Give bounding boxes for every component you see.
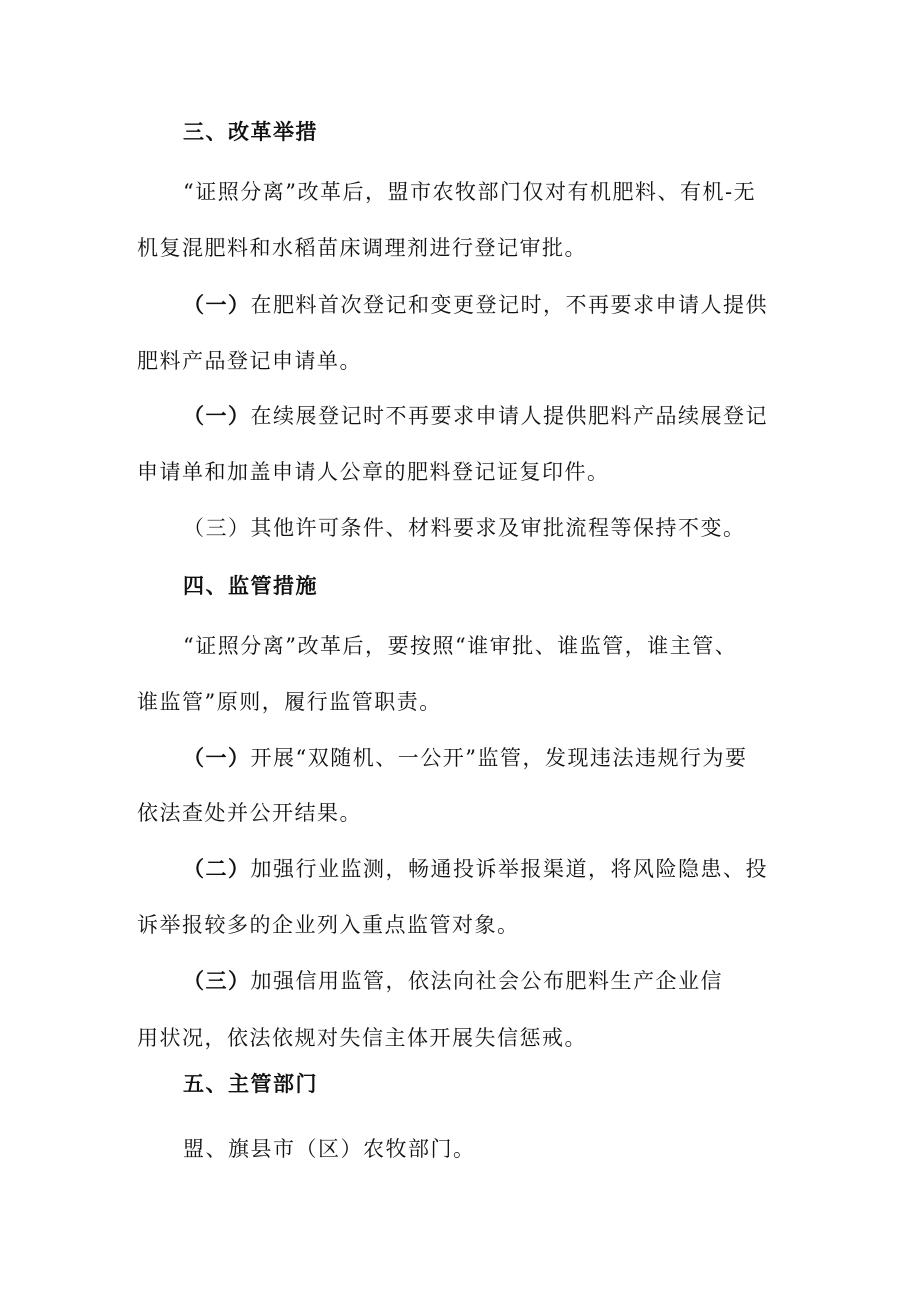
section-4-item-1-line-1: [183, 744, 747, 772]
item-marker: （一）: [183, 745, 251, 770]
item-marker: （二）: [183, 856, 251, 881]
item-marker: （一）: [183, 292, 251, 317]
item-marker: （一）: [183, 403, 251, 428]
section-3-heading: 三、改革举措: [183, 120, 318, 144]
section-3-item-1-line-2: 肥料产品登记申请单。: [137, 349, 362, 373]
section-3-item-2-line-2: 申请单和加盖申请人公章的肥料登记证复印件。: [137, 460, 610, 484]
section-4-item-3-line-2: 用状况，依法依规对失信主体开展失信惩戒。: [137, 1026, 587, 1050]
item-text: 加强信用监管，依法向社会公布肥料生产企业信: [250, 969, 723, 993]
section-4-intro-line-2: 谁监管”原则，履行监管职责。: [137, 690, 442, 714]
section-3-item-2-line-1: [183, 402, 768, 430]
section-5-heading: 五、主管部门: [183, 1072, 318, 1096]
item-text: 加强行业监测，畅通投诉举报渠道，将风险隐患、投: [250, 857, 768, 881]
item-text: 在肥料首次登记和变更登记时，不再要求申请人提供: [250, 293, 768, 317]
section-4-item-3-line-1: [183, 967, 723, 995]
section-4-item-1-line-2: 依法查处并公开结果。: [137, 801, 362, 825]
section-4-intro-line-1: “证照分离”改革后，要按照“谁审批、谁监管，谁主管、: [183, 634, 738, 658]
section-3-item-1-line-1: [183, 291, 768, 319]
section-3-item-3: （三）其他许可条件、材料要求及审批流程等保持不变。: [183, 516, 746, 540]
section-4-heading: 四、监管措施: [183, 574, 318, 598]
section-3-intro-line-2: 机复混肥料和水稻苗床调理剂进行登记审批。: [137, 236, 587, 260]
section-5-body: 盟、旗县市（区）农牧部门。: [183, 1137, 476, 1161]
item-marker: （三）: [183, 968, 251, 993]
section-4-item-2-line-1: [183, 855, 768, 883]
item-text: 在续展登记时不再要求申请人提供肥料产品续展登记: [250, 404, 768, 428]
section-4-item-2-line-2: 诉举报较多的企业列入重点监管对象。: [137, 913, 520, 937]
section-3-intro-line-1: “证照分离”改革后，盟市农牧部门仅对有机肥料、有机-无: [183, 180, 757, 204]
item-text: 开展“双随机、一公开”监管，发现违法违规行为要: [250, 746, 748, 770]
